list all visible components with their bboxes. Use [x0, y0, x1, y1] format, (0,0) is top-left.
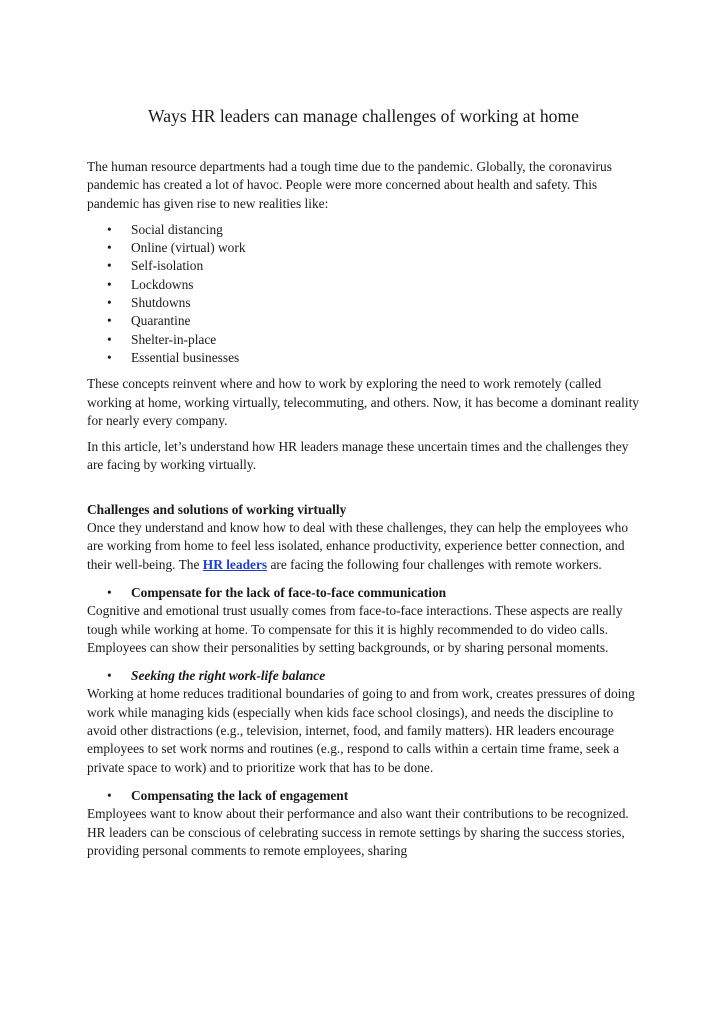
bullet-icon: • — [107, 349, 112, 365]
intro-paragraph: The human resource departments had a tough time due to the pandemic. Globally, the coronavirus pandemic has created a lot of havoc. People were more concerned about health and safety. This pandemic has given rise to new realities like: — [87, 159, 612, 211]
challenge-body: Employees want to know about their performance and also want their contributions to be recognized. HR leaders can be conscious of celebrating success in remote settings by sharing the success stories, providing personal comments to remote employees, sharing — [87, 806, 629, 858]
bullet-icon: • — [107, 221, 112, 237]
challenge-heading: • Seeking the right work-life balance — [87, 667, 640, 685]
challenge-heading: • Compensate for the lack of face-to-face communication — [87, 584, 640, 602]
concepts-paragraph: These concepts reinvent where and how to work by exploring the need to work remotely (called working at home, working virtually, telecommuting, and others. Now, it has become a dominant reality for nearly every company. — [87, 376, 639, 428]
hr-leaders-link[interactable]: HR leaders — [202, 556, 268, 572]
list-item: • Lockdowns — [87, 276, 640, 294]
bullet-icon: • — [107, 258, 112, 274]
document-page — [87, 104, 640, 868]
realities-list — [87, 221, 640, 367]
challenge-body: Working at home reduces traditional boundaries of going to and from work, creates pressures of doing work while managing kids (especially when kids face school closings), and needs the discipline to avoid other distractions (e.g., television, internet, food, and family matters). HR leaders encourage employees to set work norms and routines (e.g., respond to calls within a certain time frame, seek a private space to work) and to prioritize work that has to be done. — [87, 686, 635, 775]
challenge-heading: • Compensating the lack of engagement — [87, 787, 640, 805]
list-item: • Shutdowns — [87, 294, 640, 312]
list-item: • Essential businesses — [87, 349, 640, 367]
bullet-icon: • — [107, 313, 112, 329]
list-item: • Self-isolation — [87, 257, 640, 275]
bullet-icon: • — [107, 584, 112, 600]
bullet-icon: • — [107, 331, 112, 347]
page-title: Ways HR leaders can manage challenges of working at home — [148, 106, 579, 126]
section-heading: Challenges and solutions of working virtually — [87, 501, 347, 517]
bullet-icon: • — [107, 276, 112, 292]
list-item: • Shelter-in-place — [87, 331, 640, 349]
bullet-icon: • — [107, 668, 112, 684]
article-intro-paragraph: In this article, let’s understand how HR leaders manage these uncertain times and the challenges they are facing by working virtually. — [87, 439, 629, 473]
challenge-body: Cognitive and emotional trust usually comes from face-to-face interactions. These aspects are really tough while working at home. To compensate for this it is highly recommended to do video calls. Employees can show their personalities by setting backgrounds, or by sharing personal moments. — [87, 603, 623, 655]
bullet-icon: • — [107, 295, 112, 311]
list-item: • Quarantine — [87, 312, 640, 330]
section-paragraph: Once they understand and know how to deal with these challenges, they can help the employees who are working from home to feel less isolated, enhance productivity, experience better connection, and their well-being. The HR leaders are facing the following four challenges with remote workers. — [87, 520, 629, 572]
bullet-icon: • — [107, 240, 112, 256]
list-item: • Social distancing — [87, 221, 640, 239]
bullet-icon: • — [107, 787, 112, 803]
list-item: • Online (virtual) work — [87, 239, 640, 257]
